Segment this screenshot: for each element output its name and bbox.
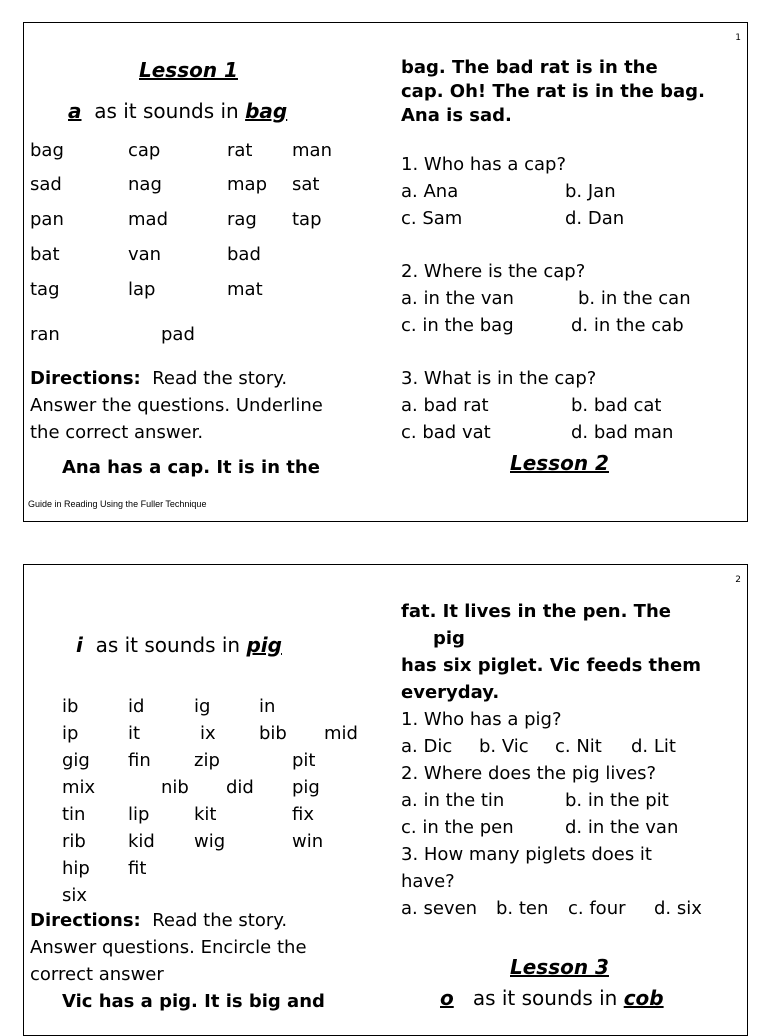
directions-text: the correct answer.: [30, 422, 204, 443]
answer-option: b. Vic: [479, 736, 529, 757]
directions-line: [30, 910, 287, 931]
word: nib: [161, 777, 189, 798]
next-lesson-title: Lesson 3: [510, 955, 609, 979]
focus-word: bag: [245, 99, 288, 123]
directions-label: Directions:: [30, 368, 141, 389]
page-number: 2: [735, 575, 741, 585]
directions-text: Read the story.: [152, 910, 288, 931]
story-text: bag. The bad rat is in the: [401, 57, 658, 78]
word: fix: [292, 804, 314, 825]
word: gig: [62, 750, 90, 771]
word: rat: [227, 140, 253, 161]
word: six: [62, 885, 88, 906]
directions-label: Directions:: [30, 910, 141, 931]
question: 3. What is in the cap?: [401, 368, 597, 389]
directions-text: Answer the questions. Underline: [30, 395, 323, 416]
question: 3. How many piglets does it: [401, 844, 652, 865]
focus-letter: o: [440, 986, 454, 1010]
answer-option: c. Nit: [555, 736, 602, 757]
word: mat: [227, 279, 263, 300]
answer-option: a. in the tin: [401, 790, 505, 811]
story-text: everyday.: [401, 682, 500, 703]
answer-option: b. Jan: [565, 181, 616, 202]
word: mid: [324, 723, 358, 744]
word: mad: [128, 209, 168, 230]
word: map: [227, 174, 267, 195]
page-2: [23, 564, 748, 1036]
word: man: [292, 140, 332, 161]
word: ix: [200, 723, 216, 744]
answer-option: a. bad rat: [401, 395, 489, 416]
word: it: [128, 723, 141, 744]
word: pit: [292, 750, 316, 771]
answer-option: c. in the bag: [401, 315, 514, 336]
focus-middle: as it sounds in: [472, 986, 618, 1010]
word: sad: [30, 174, 62, 195]
question: 1. Who has a cap?: [401, 154, 567, 175]
directions-text: Answer questions. Encircle the: [30, 937, 307, 958]
answer-option: d. in the van: [565, 817, 679, 838]
answer-option: d. six: [654, 898, 702, 919]
word: mix: [62, 777, 96, 798]
word: id: [128, 696, 145, 717]
next-focus-line: [440, 986, 664, 1010]
word: van: [128, 244, 162, 265]
focus-line: [76, 633, 282, 657]
word: lip: [128, 804, 150, 825]
lesson-title: Lesson 1: [139, 58, 238, 82]
answer-option: a. in the van: [401, 288, 514, 309]
word: cap: [128, 140, 161, 161]
focus-word: pig: [246, 633, 282, 657]
answer-option: c. four: [568, 898, 626, 919]
answer-option: b. in the pit: [565, 790, 669, 811]
word: fit: [128, 858, 147, 879]
story-text: fat. It lives in the pen. The: [401, 601, 671, 622]
word: kit: [194, 804, 217, 825]
word: tap: [292, 209, 322, 230]
word: pad: [161, 324, 195, 345]
word: ig: [194, 696, 211, 717]
word: nag: [128, 174, 162, 195]
answer-option: c. in the pen: [401, 817, 514, 838]
focus-word: cob: [623, 986, 664, 1010]
story-text: cap. Oh! The rat is in the bag.: [401, 81, 705, 102]
word: pan: [30, 209, 64, 230]
directions-text: correct answer: [30, 964, 164, 985]
word: bag: [30, 140, 64, 161]
word: wig: [194, 831, 226, 852]
directions-line: [30, 368, 287, 389]
answer-option: b. in the can: [578, 288, 691, 309]
question: 1. Who has a pig?: [401, 709, 562, 730]
next-lesson-title: Lesson 2: [510, 451, 609, 475]
word: rib: [62, 831, 86, 852]
story-text: Ana is sad.: [401, 105, 512, 126]
story-text: has six piglet. Vic feeds them: [401, 655, 701, 676]
word: bib: [259, 723, 287, 744]
directions-text: Read the story.: [152, 368, 288, 389]
answer-option: d. bad man: [571, 422, 674, 443]
focus-letter: i: [76, 633, 83, 657]
word: did: [226, 777, 254, 798]
word: tag: [30, 279, 60, 300]
word: hip: [62, 858, 90, 879]
word: bad: [227, 244, 261, 265]
word: rag: [227, 209, 257, 230]
answer-option: d. Dan: [565, 208, 625, 229]
story-text: Ana has a cap. It is in the: [62, 457, 320, 478]
word: ran: [30, 324, 60, 345]
answer-option: c. Sam: [401, 208, 463, 229]
question: 2. Where is the cap?: [401, 261, 586, 282]
focus-letter: a: [68, 99, 82, 123]
answer-option: c. bad vat: [401, 422, 491, 443]
focus-middle: as it sounds in: [95, 633, 241, 657]
answer-option: a. Dic: [401, 736, 453, 757]
word: pig: [292, 777, 320, 798]
question: 2. Where does the pig lives?: [401, 763, 657, 784]
word: tin: [62, 804, 86, 825]
word: fin: [128, 750, 151, 771]
word: in: [259, 696, 276, 717]
word: win: [292, 831, 324, 852]
word: kid: [128, 831, 155, 852]
footer-text: Guide in Reading Using the Fuller Technique: [28, 499, 207, 509]
answer-option: b. ten: [496, 898, 549, 919]
story-text: pig: [433, 628, 465, 649]
answer-option: d. Lit: [631, 736, 676, 757]
word: zip: [194, 750, 220, 771]
answer-option: a. Ana: [401, 181, 459, 202]
focus-middle: as it sounds in: [94, 99, 239, 123]
word: lap: [128, 279, 156, 300]
page-1: [23, 22, 748, 522]
word: ib: [62, 696, 79, 717]
answer-option: d. in the cab: [571, 315, 684, 336]
page-number: 1: [735, 33, 741, 43]
answer-option: a. seven: [401, 898, 478, 919]
word: bat: [30, 244, 60, 265]
question: have?: [401, 871, 455, 892]
answer-option: b. bad cat: [571, 395, 662, 416]
word: ip: [62, 723, 79, 744]
story-text: Vic has a pig. It is big and: [62, 991, 325, 1012]
word: sat: [292, 174, 320, 195]
focus-line: [68, 99, 287, 123]
